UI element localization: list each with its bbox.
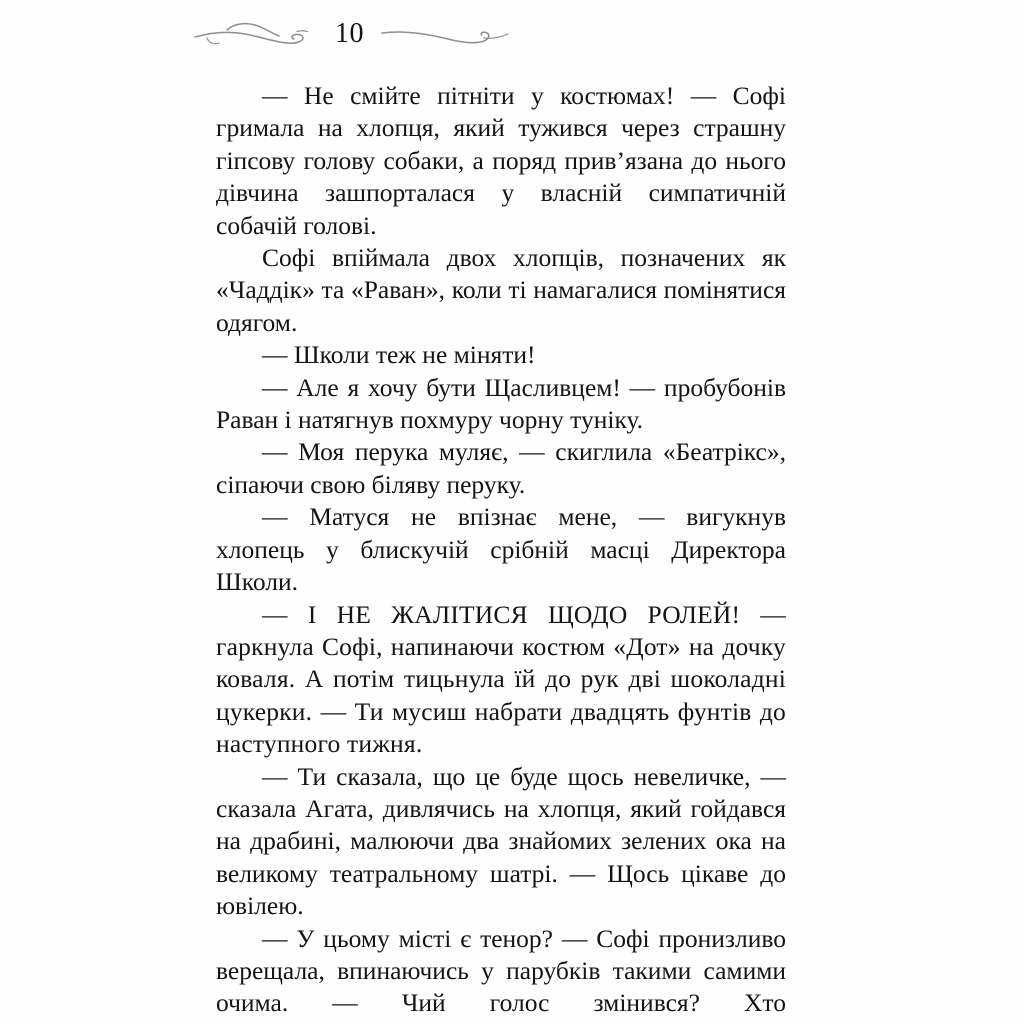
paragraph: — Але я хочу бути Щасливцем! — пробубонів Раван і натягнув похмуру чорну туніку. (216, 372, 786, 435)
page-number: 10 (335, 18, 364, 49)
paragraph: — Не смійте пітніти у костюмах! — Софі гримала на хлопця, який тужився через страшну гіпсову голову собаки, а поряд прив’язана до нього дівчина зашпорталася у власній симпатичній собачій голові. (216, 81, 786, 240)
flourish-right-ornament (380, 19, 510, 51)
paragraph: — Матуся не впізнає мене, — вигукнув хлопець у блискучій срібній масці Директора Школи. (216, 502, 786, 597)
flourish-left-ornament (193, 18, 313, 52)
running-head (0, 12, 1024, 58)
paragraph: — У цьому місті є тенор? — Софі пронизливо верещала, впинаючись у парубків такими самими очима. — Чий голос змінився? Хто (216, 923, 786, 1018)
paragraph: — Моя перука муляє, — скиглила «Беатрікс», сіпаючи свою біляву перуку. (216, 437, 786, 499)
paragraph: — Ти сказала, що це буде щось невеличке, — сказала Агата, дивлячись на хлопця, який гойдався на драбині, малюючи два знайомих зелених ока на великому театральному шатрі. — Щось цікаве до ювілею. (216, 761, 786, 921)
paragraph: — І НЕ ЖАЛІТИСЯ ЩОДО РОЛЕЙ! — гаркнула Софі, напинаючи костюм «Дот» на дочку коваля. А потім тицьнула їй до рук дві шоколадні цукерки. — Ти мусиш набрати двадцять фунтів до наступного тижня. (216, 599, 786, 759)
paragraph: — Школи теж не міняти! (262, 340, 536, 370)
page-text-block (216, 80, 786, 1020)
paragraph: Софі впіймала двох хлопців, позначених як «Чаддік» та «Раван», коли ті намагалися помінятися одягом. (216, 243, 786, 337)
